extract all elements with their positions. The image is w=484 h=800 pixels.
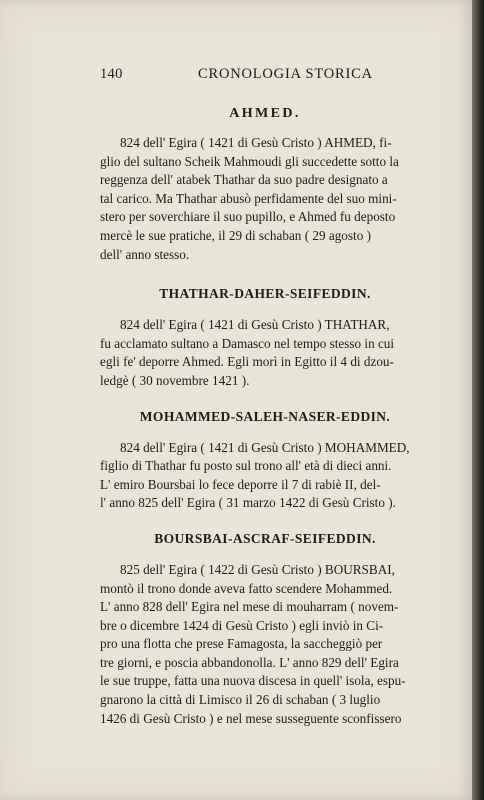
running-title: CRONOLOGIA STORICA (198, 66, 373, 82)
text-line: l' anno 825 dell' Egira ( 31 marzo 1422 di Gesù Cristo ). (100, 495, 396, 511)
text-line: gnarono la città di Limisco il 26 di schaban ( 3 luglio (100, 692, 381, 708)
page-number: 140 (100, 66, 123, 82)
text-line: egli fe' deporre Ahmed. Egli morì in Egitto il 4 di dzou- (100, 354, 394, 370)
text-line: dell' anno stesso. (100, 246, 190, 262)
paragraph-ahmed (100, 134, 430, 264)
text-line: ledgè ( 30 novembre 1421 ). (100, 372, 250, 388)
text-line: 825 dell' Egira ( 1422 di Gesù Cristo ) BOURSBAI, (120, 561, 395, 577)
page-header (100, 66, 430, 86)
text-line: montò il trono donde aveva fatto scendere Mohammed. (100, 580, 393, 596)
text-line: 1426 di Gesù Cristo ) e nel mese susseguente sconfissero (100, 710, 402, 726)
text-line: pro una flotta che prese Famagosta, la saccheggiò per (100, 636, 383, 652)
text-line: tal carico. Ma Thathar abusò perfidamente del suo mini- (100, 190, 397, 206)
text-line: reggenza dell' atabek Thathar da suo padre designato a (100, 172, 388, 188)
section-title-mohammed: MOHAMMED-SALEH-NASER-EDDIN. (139, 408, 391, 424)
paragraph-thathar (100, 316, 430, 390)
text-line: L' anno 828 dell' Egira nel mese di mouharram ( novem- (100, 599, 399, 615)
text-line: le sue truppe, fatta una nuova discesa in quell' isola, espu- (100, 673, 406, 689)
text-line: figlio di Thathar fu posto sul trono all' età di dieci anni. (100, 458, 392, 474)
text-line: 824 dell' Egira ( 1421 di Gesù Cristo ) AHMED, fi- (120, 135, 392, 150)
text-line: L' emiro Boursbai lo fece deporre il 7 di rabiè II, del- (100, 476, 381, 492)
text-line: stero per soverchiare il suo pupillo, e Ahmed fu deposto (100, 209, 396, 225)
section-title-thathar: THATHAR-DAHER-SEIFEDDIN. (159, 286, 371, 302)
text-line: 824 dell' Egira ( 1421 di Gesù Cristo ) THATHAR, (120, 317, 390, 333)
paragraph-mohammed (100, 439, 430, 513)
text-line: fu acclamato sultano a Damasco nel tempo stesso in cui (100, 335, 395, 351)
text-line: tre giorni, e poscia abbandonolla. L' anno 829 dell' Egira (100, 654, 399, 670)
text-line: bre o dicembre 1424 di Gesù Cristo ) egli inviò in Ci- (100, 617, 384, 633)
text-line: mercè le sue pratiche, il 29 di schaban ( 29 agosto ) (100, 227, 371, 243)
paragraph-boursbai (100, 561, 430, 728)
page-edge-shadow (472, 0, 484, 800)
page-body (100, 100, 430, 728)
text-line: glio del sultano Scheik Mahmoudi gli succedette sotto la (100, 153, 399, 169)
section-title-ahmed: AHMED. (229, 106, 301, 121)
section-title-boursbai: BOURSBAI-ASCRAF-SEIFEDDIN. (154, 530, 376, 546)
text-line: 824 dell' Egira ( 1421 di Gesù Cristo ) MOHAMMED, (120, 439, 410, 455)
